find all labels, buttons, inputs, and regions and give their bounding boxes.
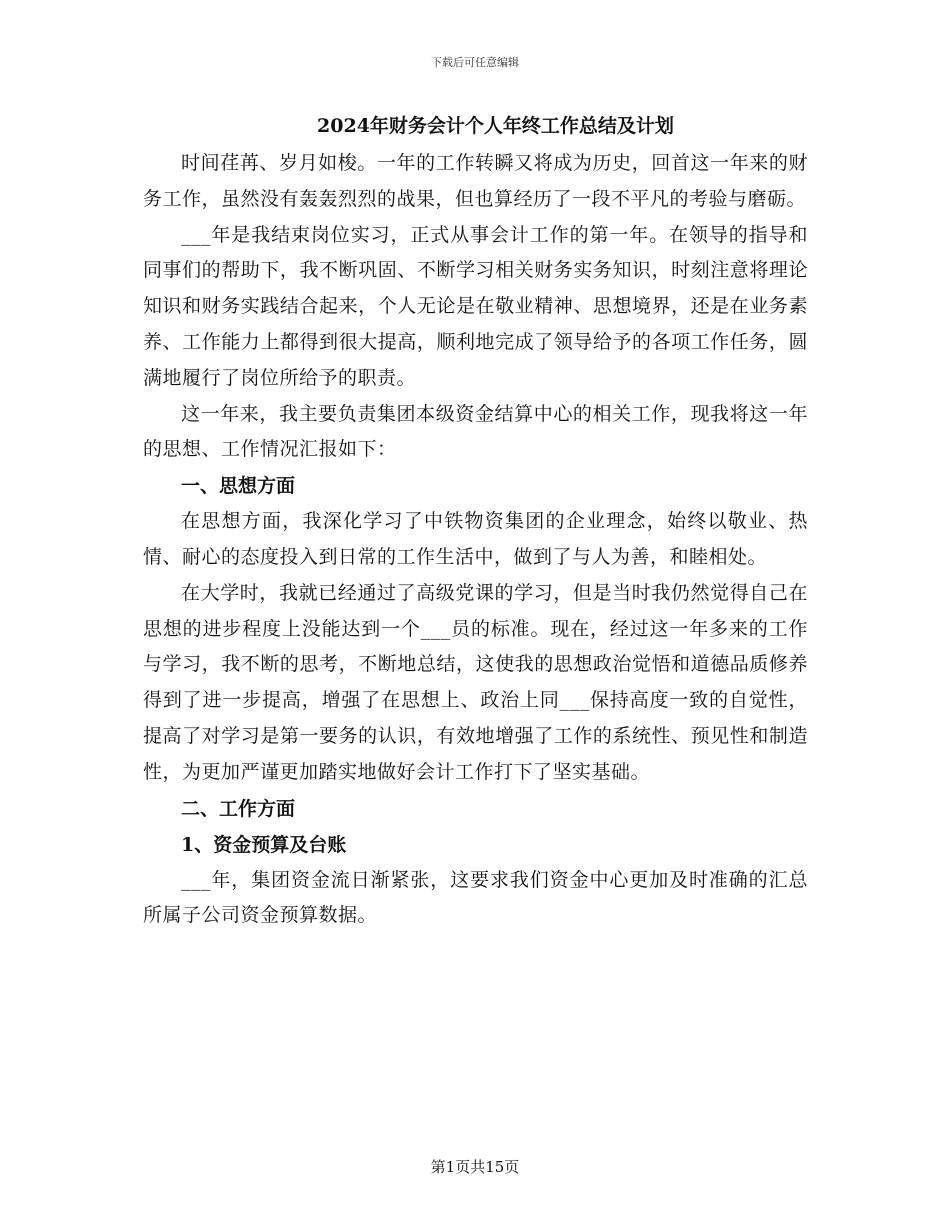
paragraph: 这一年来，我主要负责集团本级资金结算中心的相关工作，现我将这一年的思想、工作情况汇报如下：	[143, 402, 808, 461]
document-body	[143, 110, 808, 934]
paragraph: ___年，集团资金流日渐紧张，这要求我们资金中心更加及时准确的汇总所属子公司资金预算数据。	[143, 868, 808, 927]
document-title: 2024年财务会计个人年终工作总结及计划	[317, 115, 674, 137]
paragraph: 时间荏苒、岁月如梭。一年的工作转瞬又将成为历史，回首这一年来的财务工作，虽然没有轰轰烈烈的战果，但也算经历了一段不平凡的考验与磨砺。	[143, 152, 808, 210]
paragraph: 在大学时，我就已经通过了高级党课的学习，但是当时我仍然觉得自己在思想的进步程度上没能达到一个___员的标准。现在，经过这一年多来的工作与学习，我不断的思考，不断地总结，这使我的思想政治觉悟和道德品质修养得到了进一步提高，增强了在思想上、政治上同___保持高度一致的自觉性，提高了对学习是第一要务的认识，有效地增强了工作的系统性、预见性和制造性，为更加严谨更加踏实地做好会计工作打下了坚实基础。	[143, 581, 808, 783]
paragraph: ___年是我结束岗位实习，正式从事会计工作的第一年。在领导的指导和同事们的帮助下，我不断巩固、不断学习相关财务实务知识，时刻注意将理论知识和财务实践结合起来，个人无论是在敬业精神、思想境界，还是在业务素养、工作能力上都得到很大提高，顺利地完成了领导给予的各项工作任务，圆满地履行了岗位所给予的职责。	[143, 223, 808, 389]
paragraph: 在思想方面，我深化学习了中铁物资集团的企业理念，始终以敬业、热情、耐心的态度投入到日常的工作生活中，做到了与人为善，和睦相处。	[143, 510, 808, 568]
section-heading: 二、工作方面	[181, 797, 296, 820]
page-header: 下载后可任意编辑	[431, 56, 519, 69]
subsection-heading: 1、资金预算及台账	[181, 833, 347, 856]
page-footer: 第1页共15页	[430, 1158, 520, 1176]
section-heading: 一、思想方面	[181, 475, 296, 498]
